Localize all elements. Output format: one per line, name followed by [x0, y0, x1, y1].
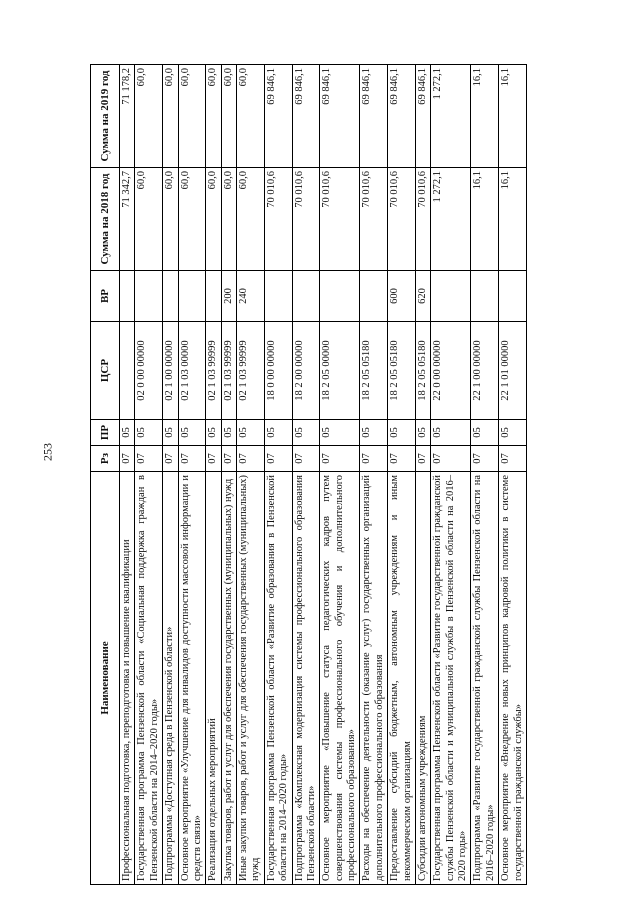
cell-name: Основное мероприятие «Улучшение для инвалидов доступности массовой информации и средств связи» — [178, 472, 206, 885]
cell-sum-2018: 70 010,6 — [388, 168, 416, 271]
cell-csr: 18 2 05 05180 — [415, 322, 430, 420]
cell-name: Закупка товаров, работ и услуг для обеспечения государственных (муниципальных) нужд — [221, 472, 236, 885]
cell-sum-2018: 70 010,6 — [360, 168, 388, 271]
table-row — [221, 65, 236, 885]
cell-rz: 07 — [163, 446, 178, 472]
cell-name: Субсидии автономным учреждениям — [415, 472, 430, 885]
header-csr: ЦСР — [91, 322, 120, 420]
cell-vr — [120, 271, 135, 322]
cell-name: Расходы на обеспечение деятельности (оказание услуг) государственных организаций дополнительного профессионального образования — [360, 472, 388, 885]
cell-name: Подпрограмма «Доступная среда в Пензенской области» — [163, 472, 178, 885]
cell-sum-2018: 60,0 — [135, 168, 163, 271]
cell-sum-2018: 60,0 — [237, 168, 265, 271]
cell-csr: 18 0 00 00000 — [264, 322, 292, 420]
cell-sum-2019: 60,0 — [178, 65, 206, 168]
cell-rz: 07 — [264, 446, 292, 472]
cell-csr: 02 0 00 00000 — [135, 322, 163, 420]
cell-rz: 07 — [499, 446, 527, 472]
header-name: Наименование — [91, 472, 120, 885]
cell-rz: 07 — [135, 446, 163, 472]
cell-name: Основное мероприятие «Повышение статуса педагогических кадров путем совершенствования системы профессионального обучения и дополнительного профессионального образования» — [320, 472, 360, 885]
cell-name: Иные закупки товаров, работ и услуг для обеспечения государственных (муниципальных) нужд — [237, 472, 265, 885]
header-rz: Рз — [91, 446, 120, 472]
cell-vr — [264, 271, 292, 322]
cell-rz: 07 — [415, 446, 430, 472]
cell-name: Подпрограмма «Комплексная модернизация системы профессионального образования Пензенской области» — [292, 472, 320, 885]
table-row — [388, 65, 416, 885]
cell-csr: 22 1 01 00000 — [499, 322, 527, 420]
cell-pr: 05 — [135, 420, 163, 446]
cell-csr: 18 2 00 00000 — [292, 322, 320, 420]
cell-pr: 05 — [320, 420, 360, 446]
table-body — [120, 65, 527, 885]
cell-sum-2019: 69 846,1 — [415, 65, 430, 168]
cell-pr: 05 — [415, 420, 430, 446]
cell-vr: 240 — [237, 271, 265, 322]
cell-vr — [471, 271, 499, 322]
table-row — [292, 65, 320, 885]
cell-rz: 07 — [237, 446, 265, 472]
cell-pr: 05 — [360, 420, 388, 446]
cell-csr: 02 1 03 00000 — [178, 322, 206, 420]
page-number: 253 — [40, 443, 55, 461]
header-vr: ВР — [91, 271, 120, 322]
cell-vr — [292, 271, 320, 322]
table-row — [415, 65, 430, 885]
cell-csr: 02 1 03 99999 — [221, 322, 236, 420]
cell-sum-2019: 60,0 — [221, 65, 236, 168]
cell-sum-2018: 60,0 — [163, 168, 178, 271]
budget-table — [90, 64, 527, 885]
cell-rz: 07 — [320, 446, 360, 472]
cell-sum-2019: 69 846,1 — [320, 65, 360, 168]
table-row — [360, 65, 388, 885]
cell-sum-2019: 1 272,1 — [431, 65, 471, 168]
cell-vr — [178, 271, 206, 322]
cell-rz: 07 — [471, 446, 499, 472]
cell-pr: 05 — [499, 420, 527, 446]
cell-name: Государственная программа Пензенской области «Развитие образования в Пензенской области на 2014–2020 годы» — [264, 472, 292, 885]
cell-pr: 05 — [120, 420, 135, 446]
table-row — [163, 65, 178, 885]
cell-sum-2018: 16,1 — [471, 168, 499, 271]
cell-rz: 07 — [178, 446, 206, 472]
cell-sum-2018: 60,0 — [221, 168, 236, 271]
cell-csr: 02 1 00 00000 — [163, 322, 178, 420]
cell-pr: 05 — [388, 420, 416, 446]
cell-pr: 05 — [206, 420, 221, 446]
cell-sum-2019: 16,1 — [499, 65, 527, 168]
cell-csr: 22 1 00 00000 — [471, 322, 499, 420]
cell-pr: 05 — [221, 420, 236, 446]
cell-sum-2018: 70 010,6 — [264, 168, 292, 271]
cell-sum-2018: 70 010,6 — [415, 168, 430, 271]
table-row — [431, 65, 471, 885]
cell-name: Реализация отдельных мероприятий — [206, 472, 221, 885]
cell-name: Профессиональная подготовка, переподготовка и повышение квалификации — [120, 472, 135, 885]
cell-sum-2019: 60,0 — [135, 65, 163, 168]
cell-sum-2019: 69 846,1 — [292, 65, 320, 168]
table-row — [120, 65, 135, 885]
cell-sum-2018: 71 342,7 — [120, 168, 135, 271]
cell-name: Основное мероприятие «Внедрение новых принципов кадровой политики в системе государственной гражданской службы» — [499, 472, 527, 885]
cell-vr — [163, 271, 178, 322]
table-row — [264, 65, 292, 885]
cell-pr: 05 — [237, 420, 265, 446]
cell-rz: 07 — [120, 446, 135, 472]
table-row — [471, 65, 499, 885]
cell-rz: 07 — [221, 446, 236, 472]
cell-csr: 18 2 05 05180 — [388, 322, 416, 420]
cell-rz: 07 — [292, 446, 320, 472]
table-row — [320, 65, 360, 885]
cell-name: Государственная программа Пензенской области «Социальная поддержка граждан в Пензенской области на 2014–2020 годы» — [135, 472, 163, 885]
table-header-row — [91, 65, 120, 885]
cell-csr: 22 0 00 00000 — [431, 322, 471, 420]
cell-vr: 620 — [415, 271, 430, 322]
header-pr: ПР — [91, 420, 120, 446]
cell-rz: 07 — [388, 446, 416, 472]
cell-sum-2018: 1 272,1 — [431, 168, 471, 271]
cell-vr — [320, 271, 360, 322]
cell-sum-2018: 60,0 — [178, 168, 206, 271]
cell-vr — [360, 271, 388, 322]
cell-vr: 200 — [221, 271, 236, 322]
cell-name: Государственная программа Пензенской области «Развитие государственной гражданской службы Пензенской области и муниципальной службы в Пензенской области на 2016–2020 годы» — [431, 472, 471, 885]
cell-vr — [431, 271, 471, 322]
cell-sum-2018: 60,0 — [206, 168, 221, 271]
cell-pr: 05 — [431, 420, 471, 446]
cell-csr: 18 2 05 00000 — [320, 322, 360, 420]
cell-pr: 05 — [471, 420, 499, 446]
cell-rz: 07 — [360, 446, 388, 472]
header-sum-2018: Сумма на 2018 год — [91, 168, 120, 271]
cell-name: Предоставление субсидий бюджетным, автономным учреждениям и иным некоммерческим организациям — [388, 472, 416, 885]
table-row — [237, 65, 265, 885]
cell-pr: 05 — [264, 420, 292, 446]
cell-sum-2018: 70 010,6 — [320, 168, 360, 271]
cell-sum-2018: 70 010,6 — [292, 168, 320, 271]
cell-sum-2019: 71 178,2 — [120, 65, 135, 168]
table-row — [178, 65, 206, 885]
cell-vr — [206, 271, 221, 322]
cell-sum-2019: 69 846,1 — [264, 65, 292, 168]
cell-csr: 18 2 05 05180 — [360, 322, 388, 420]
cell-pr: 05 — [163, 420, 178, 446]
cell-name: Подпрограмма «Развитие государственной гражданской службы Пензенской области на 2016–2020 годы» — [471, 472, 499, 885]
table-row — [499, 65, 527, 885]
cell-sum-2019: 16,1 — [471, 65, 499, 168]
header-sum-2019: Сумма на 2019 год — [91, 65, 120, 168]
cell-csr — [120, 322, 135, 420]
cell-pr: 05 — [292, 420, 320, 446]
cell-csr: 02 1 03 99999 — [237, 322, 265, 420]
cell-csr: 02 1 03 99999 — [206, 322, 221, 420]
cell-rz: 07 — [431, 446, 471, 472]
cell-vr: 600 — [388, 271, 416, 322]
cell-pr: 05 — [178, 420, 206, 446]
cell-vr — [499, 271, 527, 322]
cell-rz: 07 — [206, 446, 221, 472]
cell-sum-2019: 69 846,1 — [360, 65, 388, 168]
cell-sum-2019: 60,0 — [163, 65, 178, 168]
cell-sum-2019: 69 846,1 — [388, 65, 416, 168]
cell-vr — [135, 271, 163, 322]
cell-sum-2019: 60,0 — [237, 65, 265, 168]
cell-sum-2019: 60,0 — [206, 65, 221, 168]
table-row — [135, 65, 163, 885]
budget-table-rotated — [90, 65, 550, 885]
cell-sum-2018: 16,1 — [499, 168, 527, 271]
table-row — [206, 65, 221, 885]
